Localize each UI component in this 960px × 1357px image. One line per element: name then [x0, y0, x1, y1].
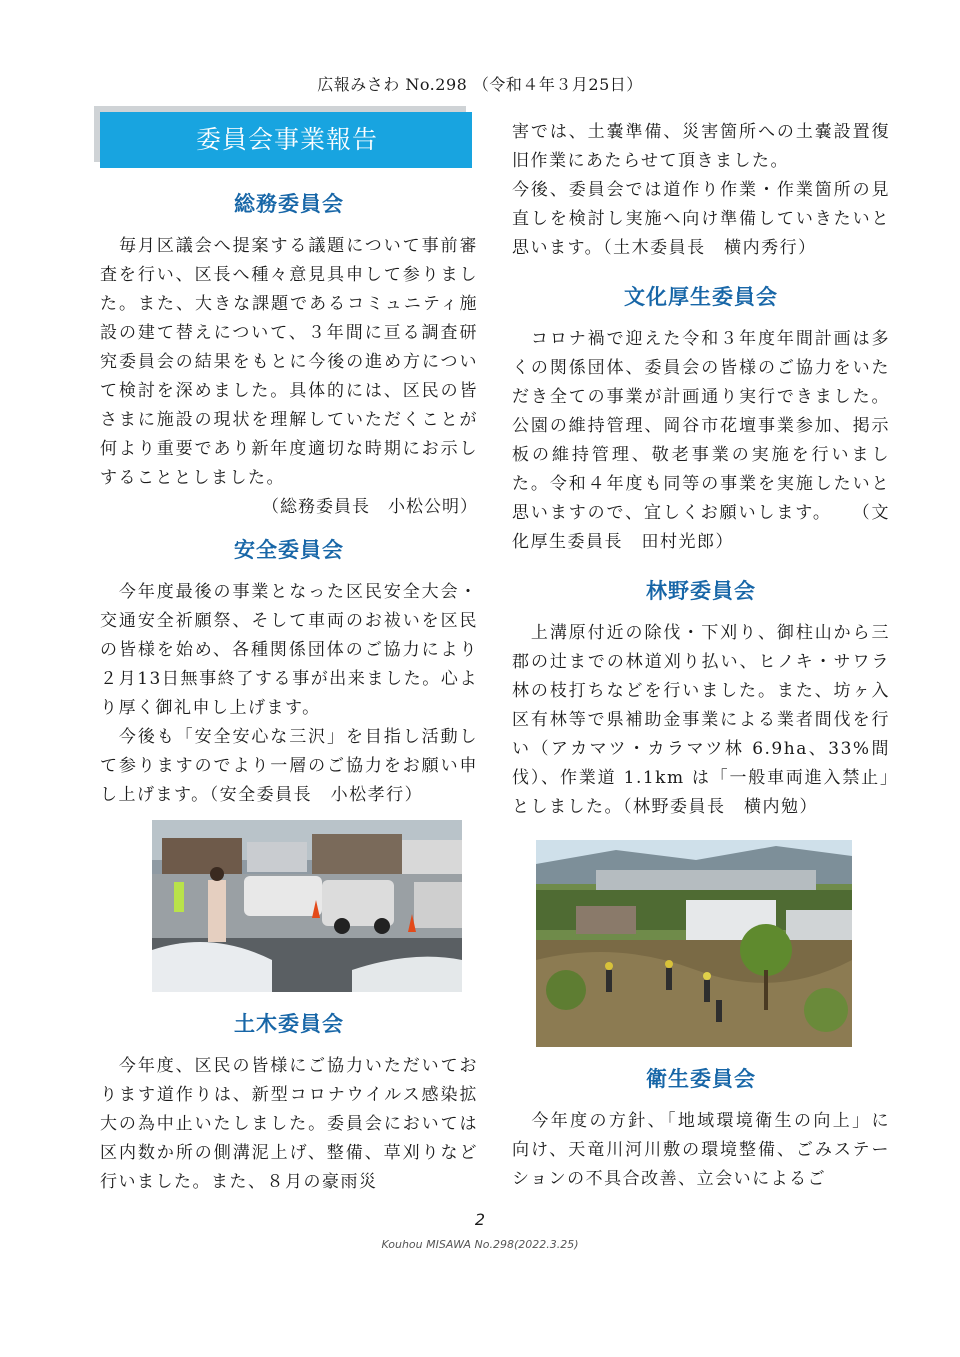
rinya-title: 林野委員会 — [646, 579, 756, 603]
left-column — [100, 112, 478, 1197]
eisei-title: 衛生委員会 — [646, 1067, 756, 1091]
rinya-body: 上溝原付近の除伐・下刈り、御柱山から三郡の辻までの林道刈り払い、ヒノキ・サワラ林の枝打ちなどを行いました。また、坊ヶ入区有林等で県補助金事業による業者間伐を行い（アカマツ・カラマツ林 6.9ha、33%間伐）、作業道 1.1km は「一般車両進入禁止」としました。（林野委員長 横内勉） — [512, 623, 890, 817]
doboku-body-cont: 害では、土嚢準備、災害箇所への土嚢設置復旧作業にあたらせて頂きました。 — [512, 122, 890, 171]
anzen-title: 安全委員会 — [234, 538, 344, 562]
section-banner — [100, 112, 478, 168]
ceremony-photo — [152, 820, 462, 992]
bunka-body: コロナ禍で迎えた令和３年度年間計画は多くの関係団体、委員会の皆様のご協力をいただき全ての事業が計画通り実行できました。公園の維持管理、岡谷市花壇事業参加、掲示板の維持管理、敬老事業の実施を行いました。令和４年度も同等の事業を実施したいと思いますので、宜しくお願いします。 （文化厚生委員長 田村光郎） — [512, 329, 890, 552]
eisei-body: 今年度の方針、「地域環境衛生の向上」に向け、天竜川河川敷の環境整備、ごみステーションの不具合改善、立会いによるご — [512, 1111, 890, 1189]
soumu-sign: （総務委員長 小松公明） — [262, 497, 478, 517]
doboku-body-cont-2: 今後、委員会では道作り作業・作業箇所の見直しを検討し実施へ向け準備していきたいと思います。（土木委員長 横内秀行） — [512, 180, 890, 258]
right-column — [512, 118, 890, 1194]
page-header: 広報みさわ No.298 （令和４年３月25日） — [317, 75, 643, 94]
soumu-title: 総務委員会 — [234, 192, 344, 216]
forest-photo — [536, 840, 852, 1047]
doboku-title: 土木委員会 — [234, 1012, 344, 1036]
soumu-body: 毎月区議会へ提案する議題について事前審査を行い、区長へ種々意見具申して参りました。また、大きな課題であるコミュニティ施設の建て替えについて、３年間に亘る調査研究委員会の結果をもとに今後の進め方について検討を深めました。具体的には、区民の皆さまに施設の現状を理解していただくことが何より重要であり新年度適切な時期にお示しすることとしました。 — [100, 236, 478, 488]
footer-text: Kouhou MISAWA No.298(2022.3.25) — [381, 1238, 579, 1251]
bunka-title: 文化厚生委員会 — [624, 285, 778, 309]
ceremony-photo-image — [152, 820, 462, 992]
banner-title: 委員会事業報告 — [100, 112, 472, 168]
page-number: 2 — [474, 1210, 486, 1229]
anzen-body-1: 今年度最後の事業となった区民安全大会・交通安全祈願祭、そして車両のお祓いを区民の皆様を始め、各種関係団体のご協力により２月13日無事終了する事が出来ました。心より厚く御礼申し上げます。 — [100, 582, 478, 718]
doboku-body: 今年度、区民の皆様にご協力いただいております道作りは、新型コロナウイルス感染拡大の為中止いたしました。委員会においては区内数か所の側溝泥上げ、整備、草刈りなど行いました。また、８月の豪雨災 — [100, 1056, 478, 1192]
anzen-body-2: 今後も「安全安心な三沢」を目指し活動して参りますのでより一層のご協力をお願い申し上げます。（安全委員長 小松孝行） — [100, 727, 478, 805]
forest-photo-image — [536, 840, 852, 1047]
